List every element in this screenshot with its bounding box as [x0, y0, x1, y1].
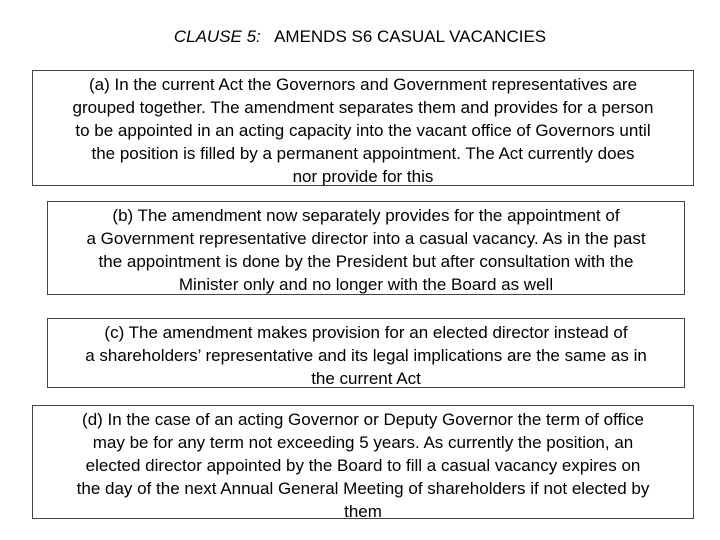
paragraph-line: the appointment is done by the President but after consultation with the: [98, 252, 634, 271]
paragraph-line: a shareholders’ representative and its legal implications are the same as in: [85, 346, 647, 365]
paragraph-line: to be appointed in an acting capacity into the vacant office of Governors until: [75, 121, 651, 140]
paragraph-line: the current Act: [311, 369, 421, 388]
paragraph-line: the day of the next Annual General Meeting of shareholders if not elected by: [76, 479, 650, 498]
page-title: [0, 26, 720, 48]
paragraph-line: the position is filled by a permanent appointment. The Act currently does: [91, 144, 635, 163]
paragraph-line: Minister only and no longer with the Board as well: [178, 275, 554, 294]
paragraph-line: may be for any term not exceeding 5 years. As currently the position, an: [92, 433, 634, 452]
paragraph-line: (c) The amendment makes provision for an elected director instead of: [104, 323, 628, 342]
paragraph-box-a: [32, 70, 694, 186]
title-prefix: CLAUSE 5:: [173, 27, 261, 46]
paragraph-box-b: [47, 201, 685, 295]
paragraph-box-c: [47, 318, 685, 388]
paragraph-line: (a) In the current Act the Governors and Government representatives are: [88, 75, 638, 94]
paragraph-line: a Government representative director into a casual vacancy. As in the past: [86, 229, 646, 248]
paragraph-line: elected director appointed by the Board to fill a casual vacancy expires on: [85, 456, 641, 475]
paragraph-line: grouped together. The amendment separates them and provides for a person: [72, 98, 654, 117]
paragraph-line: (b) The amendment now separately provides for the appointment of: [112, 206, 620, 225]
paragraph-line: nor provide for this: [292, 167, 434, 186]
paragraph-line: (d) In the case of an acting Governor or Deputy Governor the term of office: [82, 410, 644, 429]
paragraph-box-d: [32, 405, 694, 519]
paragraph-line: them: [344, 502, 382, 521]
title-text: AMENDS S6 CASUAL VACANCIES: [274, 27, 547, 46]
